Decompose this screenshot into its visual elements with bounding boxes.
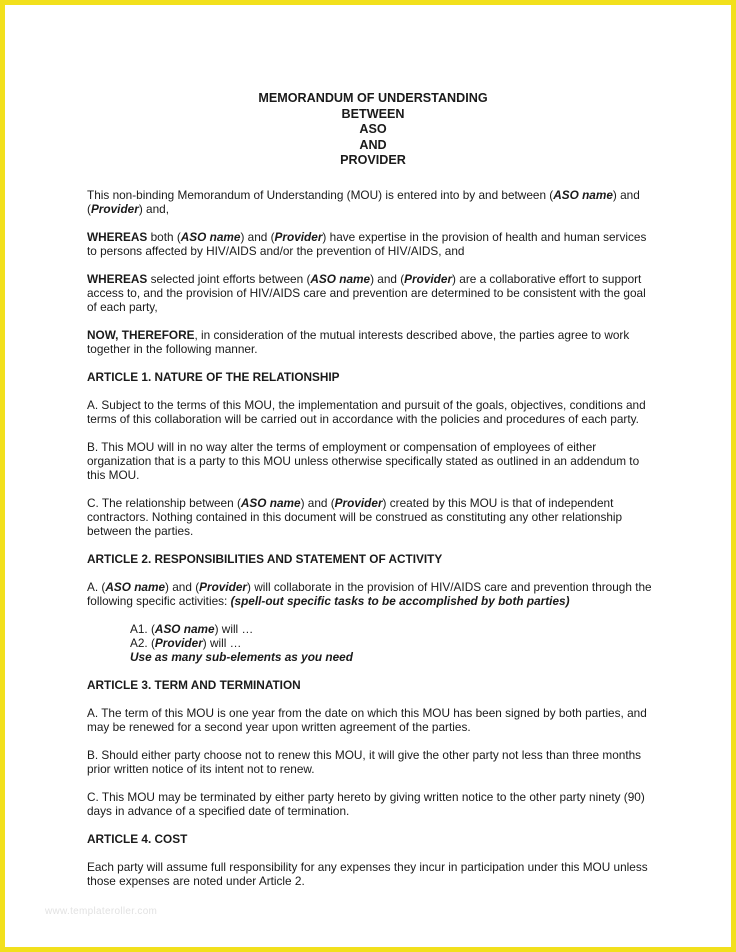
sub-element-list (130, 622, 657, 664)
provider-placeholder: Provider (154, 635, 203, 650)
tasks-instruction-note: (spell-out specific tasks to be accomplished by both parties) (230, 593, 570, 608)
article-1-heading: ARTICLE 1. NATURE OF THE RELATIONSHIP (87, 369, 340, 384)
title-line-3: ASO (359, 122, 387, 136)
sub-element-a1: A1. (ASO name) will … (130, 621, 254, 636)
article-3-clause-a: A. The term of this MOU is one year from the date on which this MOU has been signed by both parties, and may be renewed for a second year upon written agreement of the parties. (87, 705, 647, 734)
aso-name-placeholder: ASO name (154, 621, 215, 636)
sub-element-hint: Use as many sub-elements as you need (130, 649, 353, 664)
article-2-heading: ARTICLE 2. RESPONSIBILITIES AND STATEMENT OF ACTIVITY (87, 551, 443, 566)
article-4-text: Each party will assume full responsibility for any expenses they incur in participation under this MOU unless those expenses are noted under Article 2. (87, 859, 648, 888)
title-line-4: AND (359, 137, 387, 152)
aso-name-placeholder: ASO name (553, 187, 613, 202)
sub-element-a2: A2. (Provider) will … (130, 635, 242, 650)
article-3-clause-c: C. This MOU may be terminated by either party hereto by giving written notice to the other party ninety (90) days in advance of a specified date of termination. (87, 789, 645, 818)
provider-placeholder: Provider (404, 271, 453, 286)
watermark: www.templateroller.com (45, 906, 158, 917)
article-1-clause-a: A. Subject to the terms of this MOU, the implementation and pursuit of the goals, objectives, conditions and terms of this collaboration will be carried out in accordance with the policies and procedures of each party. (87, 397, 646, 426)
article-2-clause-a: A. (ASO name) and (Provider) will collaborate in the provision of HIV/AIDS care and prevention through the following specific activities: (spell-out specific tasks to be accomplished by both parties) (87, 579, 652, 608)
article-4-heading: ARTICLE 4. COST (87, 831, 188, 846)
document-title (89, 91, 657, 169)
intro-paragraph: This non-binding Memorandum of Understanding (MOU) is entered into by and between (ASO name) and (Provider) and, (87, 187, 640, 216)
therefore-paragraph: NOW, THEREFORE, in consideration of the mutual interests described above, the parties agree to work together in the following manner. (87, 327, 630, 356)
provider-placeholder: Provider (199, 579, 248, 594)
provider-placeholder: Provider (274, 229, 323, 244)
article-1-clause-b: B. This MOU will in no way alter the terms of employment or compensation of employees of either organization that is a party to this MOU unless otherwise specifically stated as outlined in an addendum to this MOU. (87, 439, 640, 482)
whereas-paragraph-1: WHEREAS both (ASO name) and (Provider) have expertise in the provision of health and human services to persons affected by HIV/AIDS and/or the prevention of HIV/AIDS, and (87, 229, 647, 258)
aso-name-placeholder: ASO name (180, 229, 241, 244)
document-body (87, 91, 657, 888)
provider-placeholder: Provider (90, 201, 139, 216)
provider-placeholder: Provider (334, 495, 383, 510)
aso-name-placeholder: ASO name (105, 579, 166, 594)
whereas-paragraph-2: WHEREAS selected joint efforts between (ASO name) and (Provider) are a collaborative effort to support access to, and the provision of HIV/AIDS care and prevention are determined to be consistent with the goal of each party, (87, 271, 646, 314)
article-3-clause-b: B. Should either party choose not to renew this MOU, it will give the other party not less than three months prior written notice of its intent not to renew. (87, 747, 642, 776)
article-3-heading: ARTICLE 3. TERM AND TERMINATION (87, 677, 301, 692)
title-line-2: BETWEEN (341, 106, 405, 121)
aso-name-placeholder: ASO name (240, 495, 301, 510)
title-line-5: PROVIDER (340, 153, 406, 167)
article-1-clause-c: C. The relationship between (ASO name) and (Provider) created by this MOU is that of independent contractors. Nothing contained in this document will be construed as constituting any other relationship between the parties. (87, 495, 623, 538)
title-line-1: MEMORANDUM OF UNDERSTANDING (258, 91, 488, 105)
aso-name-placeholder: ASO name (310, 271, 371, 286)
